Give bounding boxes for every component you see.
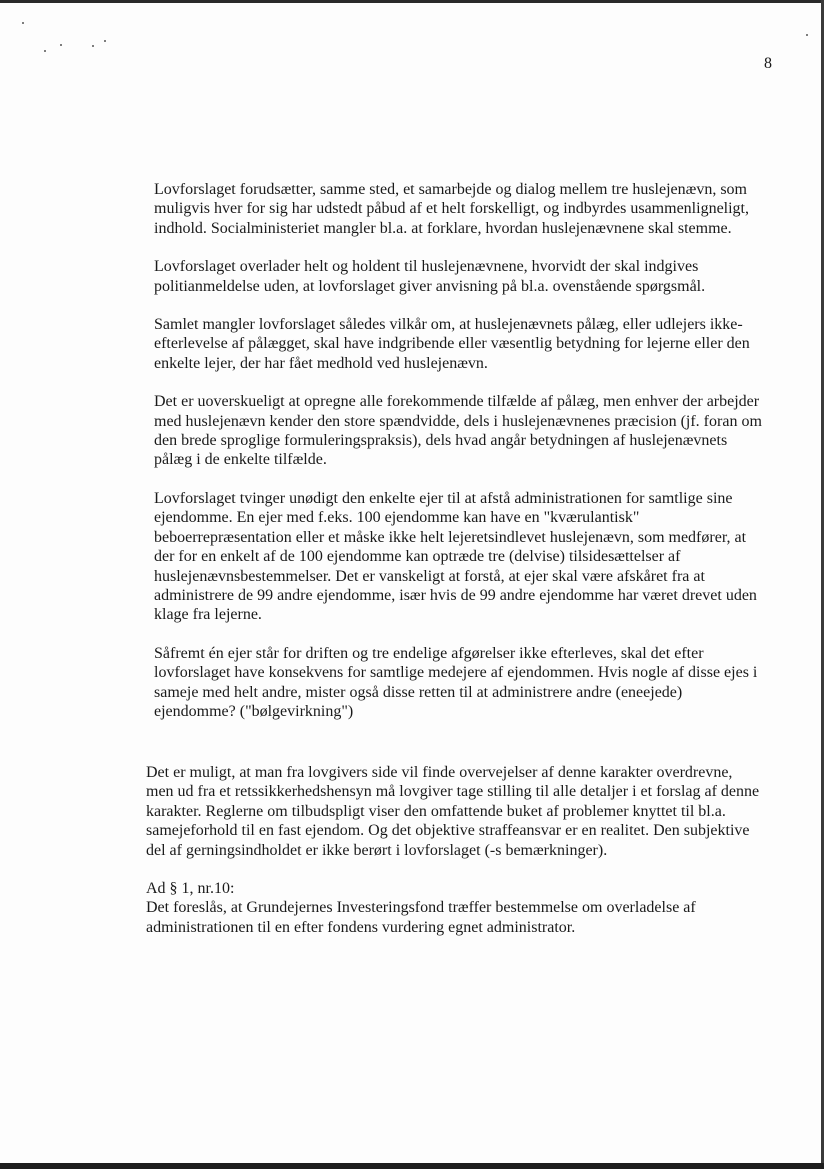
scan-border-bottom — [0, 1163, 824, 1169]
page-number: 8 — [764, 55, 772, 72]
scan-speck — [22, 22, 24, 24]
scan-speck — [44, 50, 46, 52]
paragraph: Det er muligt, at man fra lovgivers side vil finde overvejelser af denne karakter overdrevne, men ud fra et retssikkerhedshensyn må lovgiver tage stilling til alle detaljer i et forslag af denne karakter. Reglerne om tilbudspligt viser den omfattende buket af problemer knyttet til bl.a. samejeforhold til en fast ejendom. Og det objektive straffeansvar er en realitet. Den subjektive del af gerningsindholdet er ikke berørt i lovforslaget (-s bemærkninger). — [146, 764, 760, 859]
scan-border-top — [0, 0, 824, 3]
paragraph: Samlet mangler lovforslaget således vilkår om, at huslejenævnets pålæg, eller udlejers ikke-efterlevelse af pålægget, skal have indgribende eller væsentlig betydning for lejerne eller den enkelte lejer, der har fået medhold ved huslejenævn. — [154, 316, 750, 372]
paragraph: Såfremt én ejer står for driften og tre endelige afgørelser ikke efterleves, skal det efter lovforslaget have konsekvens for samtlige medejere af ejendommen. Hvis nogle af disse ejes i sameje med helt andre, mister også disse retten til at administrere andre (eneejede) ejendomme? ("bølgevirkning") — [154, 644, 758, 720]
scan-speck — [60, 44, 62, 46]
body-text-lower — [146, 763, 762, 937]
scan-speck — [806, 34, 808, 36]
paragraph: Lovforslaget overlader helt og holdent til huslejenævnene, hvorvidt der skal indgives politianmeldelse uden, at lovforslaget giver anvisning på bl.a. ovenstående spørgsmål. — [154, 258, 706, 295]
scan-speck — [104, 40, 106, 42]
section-text: Det foreslås, at Grundejernes Investeringsfond træffer bestemmelse om overladelse af administrationen til en efter fondens vurdering egnet administrator. — [146, 899, 696, 936]
paragraph: Lovforslaget tvinger unødigt den enkelte ejer til at afstå administrationen for samtlige sine ejendomme. En ejer med f.eks. 100 ejendomme kan have en "kværulantisk" beboerrepræsentation eller et måske ikke helt lejeretsindlevet huslejenævn, som medfører, at der for en enkelt af de 100 ejendomme kan optræde tre (delvise) tilsidesættelser af huslejenævnsbestemmelser. Det er vanskeligt at forstå, at ejer skal være afskåret fra at administrere de 99 andre ejendomme, især hvis de 99 andre ejendomme har været drevet uden klage fra lejerne. — [154, 489, 757, 624]
scan-speck — [92, 45, 94, 47]
body-text-upper — [154, 180, 762, 740]
paragraph: Lovforslaget forudsætter, samme sted, et samarbejde og dialog mellem tre huslejenævn, som muligvis hver for sig har udstedt påbud af et helt forskelligt, og indbyrdes usammenligneligt, indhold. Socialministeriet mangler bl.a. at forklare, hvordan huslejenævnene skal stemme. — [154, 181, 749, 237]
section-heading: Ad § 1, nr.10: — [146, 880, 235, 898]
paragraph: Det er uoverskueligt at opregne alle forekommende tilfælde af pålæg, men enhver der arbejder med huslejenævn kender den store spændvidde, dels i huslejenævnenes præcision (jf. foran om den brede sproglige formuleringspraksis), dels hvad angår betydningen af huslejenævnets pålæg i de enkelte tilfælde. — [154, 393, 762, 469]
